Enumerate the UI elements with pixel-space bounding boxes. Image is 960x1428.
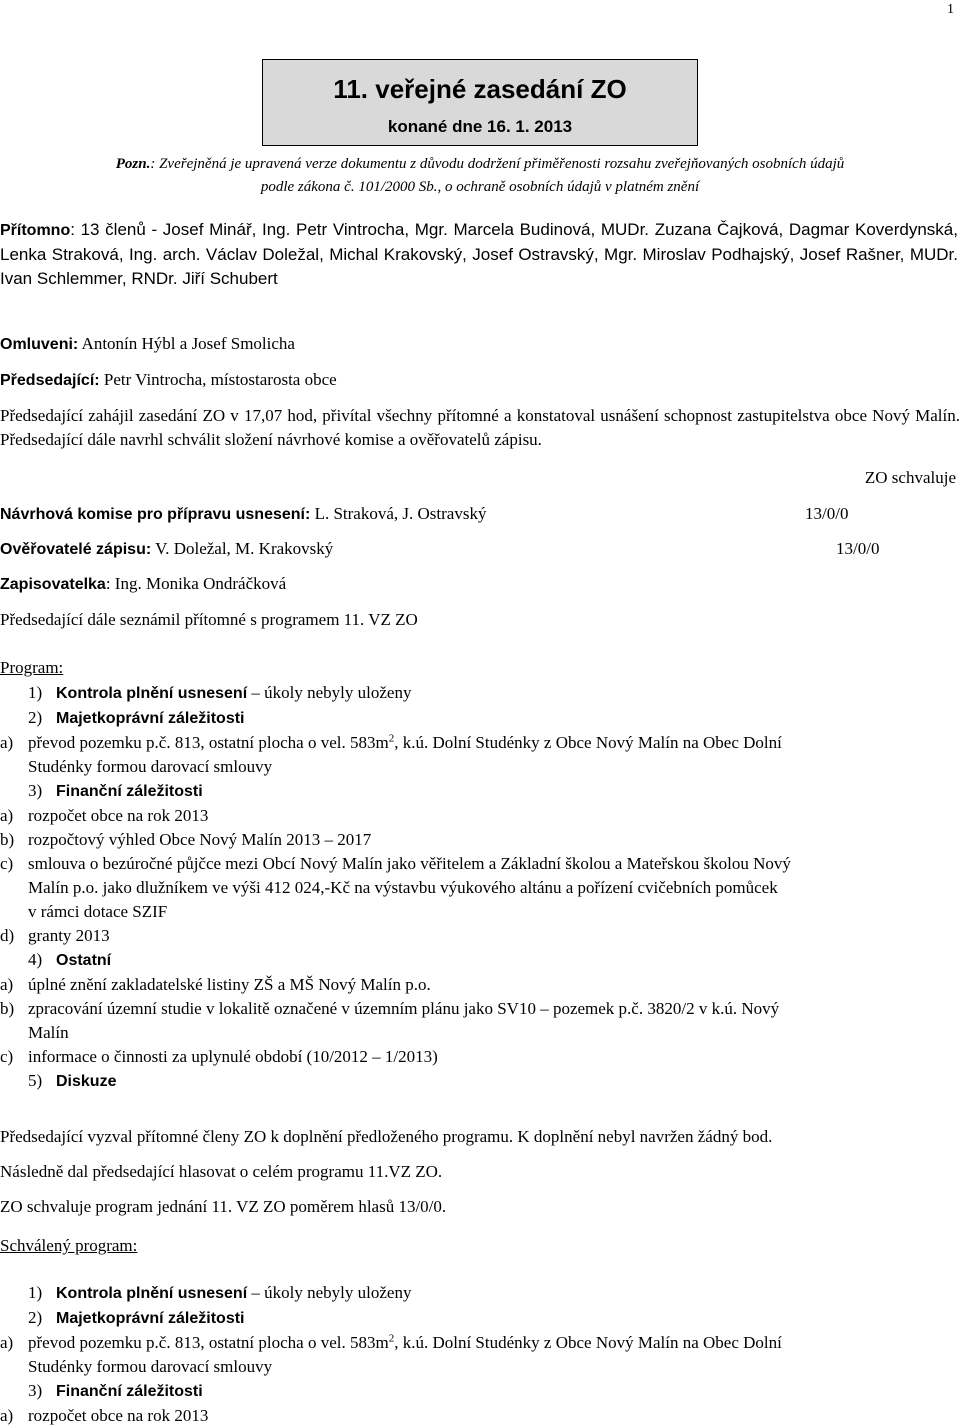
program-item-4c bbox=[0, 1045, 960, 1069]
opening-paragraph: Předsedající zahájil zasedání ZO v 17,07 hod, přivítal všechny přítomné a konstatoval usnášení schopnost zastupitelstva obce Nový Malín. Předsedající dále navrhl schválit složení návrhové komise a ověřovatelů zápisu. bbox=[0, 406, 960, 449]
present-label: Přítomno bbox=[0, 222, 71, 239]
page-number: 1 bbox=[947, 2, 954, 17]
chair-text: Petr Vintrocha, místostarosta obce bbox=[99, 370, 337, 389]
subitem-text-cont: , k.ú. Dolní Studénky z Obce Nový Malín na Obec Dolní bbox=[394, 1333, 782, 1352]
minutes-verifiers bbox=[0, 537, 960, 562]
item-number: 3) bbox=[28, 781, 43, 800]
item-title: Kontrola plnění usnesení bbox=[56, 1285, 248, 1302]
item-title: Majetkoprávní záležitosti bbox=[56, 1310, 245, 1327]
draft-committee-label: Návrhová komise pro přípravu usnesení: bbox=[0, 506, 311, 523]
approved-item-2a-cont: Studénky formou darovací smlouvy bbox=[28, 1357, 273, 1376]
subitem-label: a) bbox=[0, 806, 14, 825]
approves-header: ZO schvaluje bbox=[864, 468, 956, 487]
recorder-label: Zapisovatelka bbox=[0, 576, 106, 593]
subitem-label: a) bbox=[0, 975, 14, 994]
program-item-4b-cont: Malín bbox=[28, 1023, 69, 1042]
item-title: Finanční záležitosti bbox=[56, 783, 203, 800]
subitem-label: b) bbox=[0, 999, 15, 1018]
subitem-text-cont: , k.ú. Dolní Studénky z Obce Nový Malín na Obec Dolní bbox=[394, 733, 782, 752]
program-item-4b bbox=[0, 997, 960, 1021]
draft-committee bbox=[0, 502, 960, 527]
subitem-text: granty 2013 bbox=[28, 926, 110, 945]
program-item-3 bbox=[0, 779, 960, 804]
item-note: – úkoly nebyly uloženy bbox=[247, 683, 412, 702]
closing-paragraph-3: ZO schvaluje program jednání 11. VZ ZO poměrem hlasů 13/0/0. bbox=[0, 1197, 447, 1216]
program-item-2 bbox=[0, 706, 960, 731]
draft-committee-text: L. Straková, J. Ostravský bbox=[310, 504, 487, 523]
present-text: : 13 členů - Josef Minář, Ing. Petr Vintrocha, Mgr. Marcela Budinová, MUDr. Zuzana Čajková, Dagmar Koverdynská, Lenka Straková, Ing. arch. Václav Doležal, Michal Krakovský, Josef Ostravský, Mgr. Miroslav Podhajský, Josef Rašner, MUDr. Ivan Schlemmer, RNDr. Jiří Schubert bbox=[0, 220, 958, 288]
program-item-3b bbox=[0, 828, 960, 852]
item-title: Diskuze bbox=[56, 1073, 117, 1090]
item-note: – úkoly nebyly uloženy bbox=[247, 1283, 412, 1302]
excused-label: Omluveni: bbox=[0, 336, 79, 353]
excused-text: Antonín Hýbl a Josef Smolicha bbox=[78, 334, 295, 353]
subitem-text: smlouva o bezúročné půjčce mezi Obcí Nový Malín jako věřitelem a Základní školou a Mateřskou školou Nový bbox=[28, 854, 791, 873]
approved-item-2a bbox=[0, 1331, 960, 1355]
verifiers-text: V. Doležal, M. Krakovský bbox=[151, 539, 334, 558]
note-text-1: : Zveřejněná je upravená verze dokumentu z důvodu dodržení přiměřenosti rozsahu zveřejňovaných osobních údajů bbox=[150, 156, 845, 172]
closing-paragraph-1: Předsedající vyzval přítomné členy ZO k doplnění předloženého programu. K doplnění nebyl navržen žádný bod. bbox=[0, 1127, 773, 1146]
program-intro: Předsedající dále seznámil přítomné s programem 11. VZ ZO bbox=[0, 610, 418, 629]
verifiers-vote: 13/0/0 bbox=[836, 539, 880, 558]
item-title: Finanční záležitosti bbox=[56, 1383, 203, 1400]
item-number: 1) bbox=[28, 1283, 43, 1302]
subitem-text: převod pozemku p.č. 813, ostatní plocha o vel. 583m bbox=[28, 1333, 389, 1352]
superscript: 2 bbox=[388, 732, 395, 745]
item-number: 5) bbox=[28, 1071, 43, 1090]
subitem-label: d) bbox=[0, 926, 15, 945]
approved-item-2 bbox=[0, 1306, 960, 1331]
attendance-present bbox=[0, 218, 960, 291]
subitem-label: c) bbox=[0, 1047, 14, 1066]
item-title: Ostatní bbox=[56, 952, 112, 969]
subitem-text: informace o činnosti za uplynulé období (10/2012 – 1/2013) bbox=[28, 1047, 438, 1066]
publication-note bbox=[0, 153, 960, 199]
recorder bbox=[0, 572, 960, 597]
program-item-4 bbox=[0, 948, 960, 973]
subitem-text: převod pozemku p.č. 813, ostatní plocha o vel. 583m bbox=[28, 733, 389, 752]
chair bbox=[0, 368, 960, 393]
item-title: Kontrola plnění usnesení bbox=[56, 685, 248, 702]
subitem-label: b) bbox=[0, 830, 15, 849]
document-title: 11. veřejné zasedání ZO bbox=[333, 74, 627, 104]
note-line-2: podle zákona č. 101/2000 Sb., o ochraně osobních údajů v platném znění bbox=[260, 179, 700, 195]
program-item-3c-cont1: Malín p.o. jako dlužníkem ve výši 412 024,-Kč na výstavbu výukového altánu a pořízení cvičebních pomůcek bbox=[28, 878, 778, 897]
subitem-text: rozpočet obce na rok 2013 bbox=[28, 806, 209, 825]
program-item-2a-cont: Studénky formou darovací smlouvy bbox=[28, 757, 273, 776]
draft-committee-vote: 13/0/0 bbox=[805, 504, 849, 523]
approved-program-section bbox=[0, 1234, 960, 1428]
approved-item-1 bbox=[0, 1281, 960, 1306]
approved-item-3 bbox=[0, 1379, 960, 1404]
program-item-3c bbox=[0, 852, 960, 876]
closing-paragraph-2: Následně dal předsedající hlasovat o celém programu 11.VZ ZO. bbox=[0, 1162, 443, 1181]
attendance-excused bbox=[0, 332, 960, 357]
program-item-3a bbox=[0, 804, 960, 828]
program-item-3d bbox=[0, 924, 960, 948]
note-line-1 bbox=[0, 153, 960, 176]
subitem-text: zpracování územní studie v lokalitě označené v územním plánu jako SV10 – pozemek p.č. 3820/2 v k.ú. Nový bbox=[28, 999, 780, 1018]
subitem-label: a) bbox=[0, 733, 14, 752]
superscript: 2 bbox=[388, 1332, 395, 1345]
program-heading: Program: bbox=[0, 658, 64, 677]
recorder-text: : Ing. Monika Ondráčková bbox=[105, 574, 287, 593]
item-number: 3) bbox=[28, 1381, 43, 1400]
note-label: Pozn. bbox=[115, 156, 151, 172]
verifiers-label: Ověřovatelé zápisu: bbox=[0, 541, 152, 558]
title-box bbox=[262, 59, 698, 146]
program-item-4a bbox=[0, 973, 960, 997]
subitem-text: úplné znění zakladatelské listiny ZŠ a MŠ Nový Malín p.o. bbox=[28, 975, 431, 994]
program-section bbox=[0, 656, 960, 1094]
approved-program-heading: Schválený program: bbox=[0, 1236, 138, 1255]
program-item-2a bbox=[0, 731, 960, 755]
subitem-text: rozpočet obce na rok 2013 bbox=[28, 1406, 209, 1425]
item-number: 2) bbox=[28, 708, 43, 727]
program-item-5 bbox=[0, 1069, 960, 1094]
subitem-label: c) bbox=[0, 854, 14, 873]
subitem-text: rozpočtový výhled Obce Nový Malín 2013 – 2017 bbox=[28, 830, 372, 849]
chair-label: Předsedající: bbox=[0, 372, 100, 389]
subitem-label: a) bbox=[0, 1333, 14, 1352]
item-number: 1) bbox=[28, 683, 43, 702]
subitem-label: a) bbox=[0, 1406, 14, 1425]
item-number: 4) bbox=[28, 950, 43, 969]
item-number: 2) bbox=[28, 1308, 43, 1327]
program-item-1 bbox=[0, 681, 960, 706]
program-item-3c-cont2: v rámci dotace SZIF bbox=[28, 902, 168, 921]
item-title: Majetkoprávní záležitosti bbox=[56, 710, 245, 727]
approved-item-3a bbox=[0, 1404, 960, 1428]
meeting-date: konané dne 16. 1. 2013 bbox=[387, 117, 573, 136]
